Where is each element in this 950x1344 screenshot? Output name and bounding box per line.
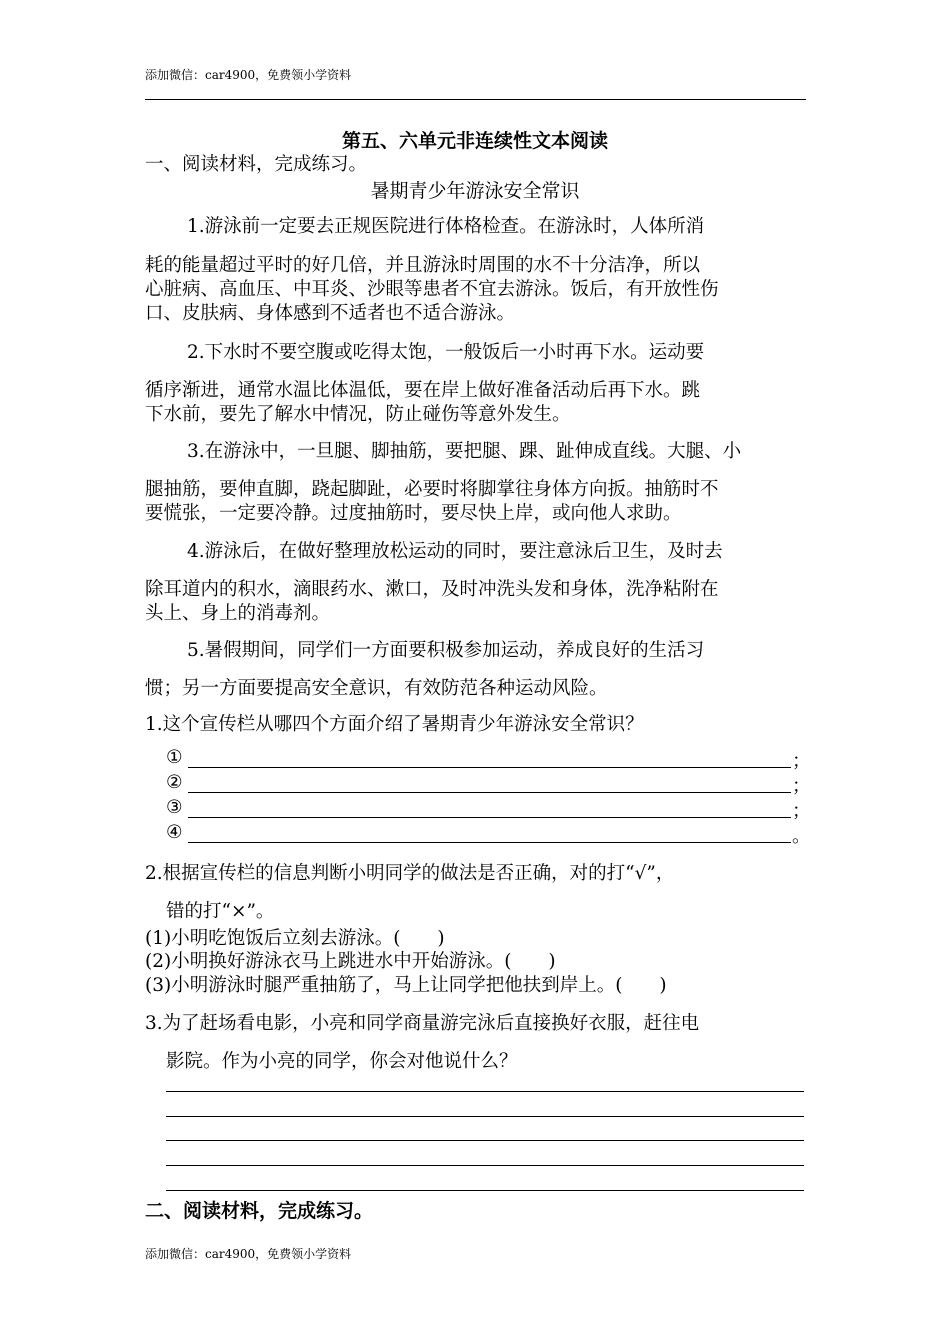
para1-line2: 耗的能量超过平时的好几倍，并且游泳时周围的水不十分洁净，所以 <box>145 255 701 276</box>
q3-writing-line-1[interactable] <box>166 1091 804 1092</box>
answer-line <box>188 792 791 793</box>
para3-line3: 要慌张，一定要冷静。过度抽筋时，要尽快上岸，或向他人求助。 <box>145 503 682 524</box>
page-header: 添加微信：car4900，免费领小学资料 <box>145 68 352 82</box>
q3-writing-line-3[interactable] <box>166 1140 804 1141</box>
q3-writing-line-4[interactable] <box>166 1165 804 1166</box>
question1-text: 1.这个宣传栏从哪四个方面介绍了暑期青少年游泳安全常识？ <box>145 714 644 735</box>
para2-line1: 2.下水时不要空腹或吃得太饱，一般饭后一小时再下水。运动要 <box>187 342 705 363</box>
answer-number: ④ <box>166 822 183 843</box>
question2-line1: 2.根据宣传栏的信息判断小明同学的做法是否正确，对的打“√”， <box>145 863 675 884</box>
q2-item-3[interactable]: (3)小明游泳时腿严重抽筋了，马上让同学把他扶到岸上。( ) <box>145 975 667 996</box>
q1-answer-3[interactable] <box>166 797 811 822</box>
article-subtitle: 暑期青少年游泳安全常识 <box>370 180 580 202</box>
answer-line <box>188 767 791 768</box>
answer-punct: 。 <box>792 826 811 847</box>
page-footer: 添加微信：car4900，免费领小学资料 <box>145 1247 352 1261</box>
answer-line <box>188 842 791 843</box>
q1-answer-1[interactable] <box>166 747 811 772</box>
q3-writing-line-5[interactable] <box>166 1190 804 1191</box>
para1-line1: 1.游泳前一定要去正规医院进行体格检查。在游泳时，人体所消 <box>187 216 705 237</box>
answer-number: ③ <box>166 797 183 818</box>
para2-line2: 循序渐进，通常水温比体温低，要在岸上做好准备活动后再下水。跳 <box>145 380 701 401</box>
answer-punct: ； <box>792 751 811 772</box>
header-rule <box>145 99 806 100</box>
answer-number: ① <box>166 747 183 768</box>
question2-line2: 错的打“×”。 <box>166 901 275 922</box>
para1-line3: 心脏病、高血压、中耳炎、沙眼等患者不宜去游泳。饭后，有开放性伤 <box>145 279 719 300</box>
page-title: 第五、六单元非连续性文本阅读 <box>341 130 608 152</box>
question3-line2: 影院。作为小亮的同学，你会对他说什么？ <box>166 1051 518 1072</box>
para5-line1: 5.暑假期间，同学们一方面要积极参加运动，养成良好的生活习 <box>187 640 705 661</box>
para5-line2: 惯；另一方面要提高安全意识，有效防范各种运动风险。 <box>145 678 608 699</box>
q2-item-2[interactable]: (2)小明换好游泳衣马上跳进水中开始游泳。( ) <box>145 951 556 972</box>
answer-number: ② <box>166 772 183 793</box>
answer-punct: ； <box>792 776 811 797</box>
para3-line2: 腿抽筋，要伸直脚，跷起脚趾，必要时将脚掌往身体方向扳。抽筋时不 <box>145 479 719 500</box>
q1-answer-2[interactable] <box>166 772 811 797</box>
section2-heading: 二、阅读材料，完成练习。 <box>145 1200 374 1222</box>
para3-line1: 3.在游泳中，一旦腿、脚抽筋，要把腿、踝、趾伸成直线。大腿、小 <box>187 441 742 462</box>
para1-line4: 口、皮肤病、身体感到不适者也不适合游泳。 <box>145 303 516 324</box>
q3-writing-line-2[interactable] <box>166 1116 804 1117</box>
question3-line1: 3.为了赶场看电影，小亮和同学商量游完泳后直接换好衣服，赶往电 <box>145 1013 700 1034</box>
answer-line <box>188 817 791 818</box>
q2-item-1[interactable]: (1)小明吃饱饭后立刻去游泳。( ) <box>145 928 445 949</box>
section1-heading: 一、阅读材料，完成练习。 <box>145 154 368 175</box>
q1-answer-4[interactable] <box>166 822 811 847</box>
answer-punct: ； <box>792 801 811 822</box>
para4-line1: 4.游泳后，在做好整理放松运动的同时，要注意泳后卫生，及时去 <box>187 541 723 562</box>
para4-line3: 头上、身上的消毒剂。 <box>145 603 331 624</box>
para4-line2: 除耳道内的积水，滴眼药水、漱口，及时冲洗头发和身体，洗净粘附在 <box>145 579 719 600</box>
para2-line3: 下水前，要先了解水中情况，防止碰伤等意外发生。 <box>145 404 571 425</box>
